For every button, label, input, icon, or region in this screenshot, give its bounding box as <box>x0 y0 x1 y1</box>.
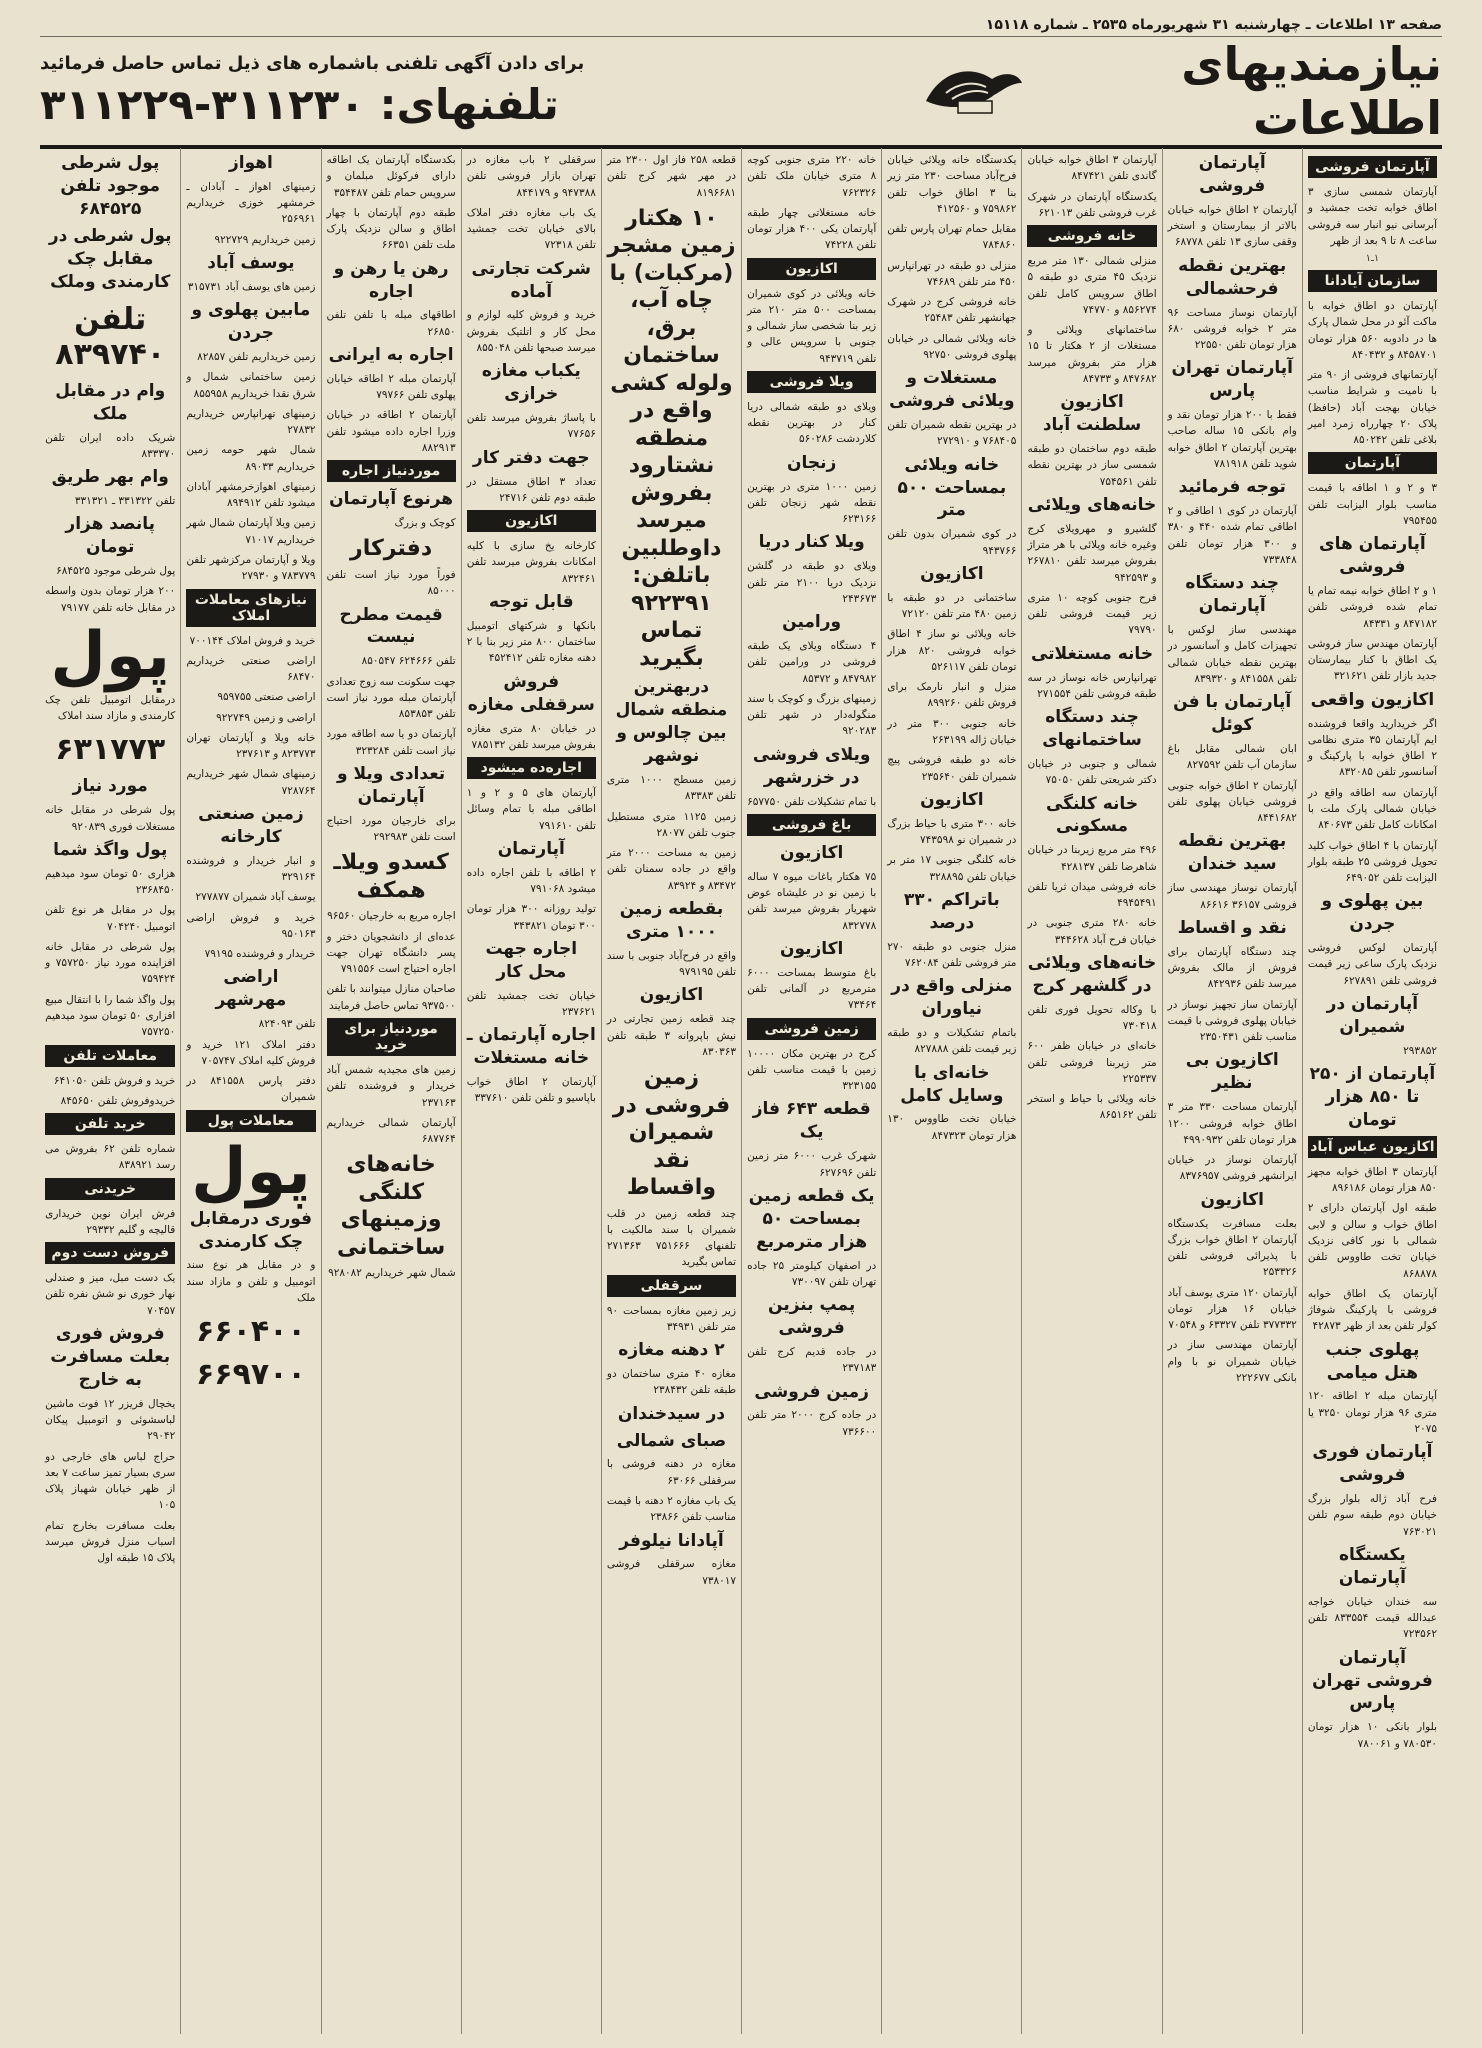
classified-ad: شهرک غرب ۶۰۰۰ متر زمین تلفن ۶۲۷۶۹۶ <box>747 1150 877 1179</box>
ad-headline: آپارتمان تهران پارس <box>1171 358 1293 402</box>
ad-headline: یک قطعه زمین بمساحت ۵۰ هزار مترمربع <box>748 1185 875 1252</box>
classified-ad: منزلی دو طبقه در تهرانپارس ۴۵۰ متر تلفن ۷۴۶۸۹ <box>887 259 1017 288</box>
classified-ad: زیر زمین مغازه بمساحت ۹۰ متر تلفن ۳۴۹۳۱ <box>606 1304 737 1333</box>
classified-ad: تلفن ۳۳۱۳۲۲ ـ ۳۳۱۳۲۱ <box>74 494 176 507</box>
ad-headline: آپارتمان از ۲۵۰ تا ۸۵۰ هزار تومان <box>1309 1064 1436 1130</box>
classified-ad: شمال شهر خریداریم ۹۲۸۰۸۲ <box>328 1267 456 1280</box>
classified-ad: باتمام تشکیلات و دو طبقه زیر قیمت تلفن ۸۲۷۸۸۸ <box>887 1027 1017 1056</box>
ad-headline: یکستگاه آپارتمان <box>1338 1544 1406 1588</box>
classified-ad: بکدستگاه آپارتمان یک اطاقه دارای فرکوئل مبلمان و سرویس حمام تلفن ۳۵۴۴۸۷ <box>326 154 456 199</box>
section-heading: خریدنی <box>45 1178 175 1200</box>
classified-ad: تلفن ۶۲۴۶۶۶ ۸۵۰۵۴۷ <box>361 655 456 668</box>
classified-ad: خانه‌ای در خیابان ظفر ۶۰۰ متر زیربنا فروشی تلفن ۲۲۵۳۳۷ <box>1027 1040 1157 1085</box>
classified-ad: ۱ و ۲ اطاق خوابه نیمه تمام یا تمام شده فروشی تلفن ۸۴۷۱۸۲ و ۸۴۳۳۱ <box>1307 585 1437 630</box>
classified-ad: ۴ دستگاه ویلای یک طبقه فروشی در ورامین تلفن ۸۴۷۹۸۲ و ۸۵۳۷۲ <box>747 640 877 685</box>
bird-logo-icon <box>922 61 1026 121</box>
classified-ad: ویلای دو طبقه شمالی دریا کنار در بهترین نقطه کلاردشت ۵۶۰۲۸۶ <box>747 400 877 446</box>
ad-headline: اکازیون <box>639 985 704 1006</box>
ad-headline: خانه‌های ویلائی در گلشهر کرج <box>1027 953 1157 996</box>
ad-separator: ۱ـ۱ <box>1365 253 1380 265</box>
ad-headline: اجاره آپارتمان ـ خانه مستغلات <box>466 1025 596 1069</box>
classified-ad: زمینهای اهواز ـ آبادان ـ خرمشهر خوزی خریداریم ۲۵۶۹۶۱ <box>186 180 316 226</box>
classified-ad: ساختمانی در دو طبقه با زمین ۴۸۰ متر تلفن ۷۲۱۲۰ <box>887 591 1017 621</box>
classified-ad: مقابل حمام تهران پارس تلفن ۷۸۴۸۶۰ <box>887 223 1017 252</box>
ad-headline: اراضی مهرشهر <box>215 967 287 1011</box>
ad-headline: نقد و اقساط <box>1177 917 1287 938</box>
ad-headline: قطعه ۶۴۳ فاز یک <box>752 1099 871 1143</box>
ad-headline: اکازیون <box>920 563 984 584</box>
ad-headline: پمپ بنزین فروشی <box>768 1295 856 1339</box>
classified-ad: زمین ۱۰۰۰ متری در بهترین نقطه شهر زنجان تلفن ۶۲۳۱۶۶ <box>747 480 877 526</box>
classified-ad: آپارتمان ۲ اطاقه در خیابان وزرا اجاره داده میشود تلفن ۸۸۲۹۱۳ <box>326 409 456 454</box>
ad-headline: وام در مقابل ملک <box>55 380 166 424</box>
contact-block <box>40 53 922 129</box>
ad-column <box>461 148 601 2034</box>
classified-ad: آپارتمان ۲ اطاق خوابه جنوبی فروشی خیابان پهلوی تلفن ۸۴۴۱۶۸۲ <box>1167 779 1297 825</box>
classified-ad: تلفن ۸۲۴۰۹۳ <box>258 1018 316 1031</box>
ad-headline: جهت دفتر کار <box>472 447 590 468</box>
classified-ad: خانه مستغلاتی چهار طبقه آپارتمان یکی ۴۰۰ هزار تومان تلفن ۷۴۲۲۸ <box>747 206 877 252</box>
ad-column <box>1302 148 1442 2034</box>
ad-headline: بهترین نقطه سید خندان <box>1178 831 1287 875</box>
section-heading: اجاره‌ده میشود <box>467 757 596 779</box>
classified-ad: با تمام تشکیلات تلفن ۶۵۷۷۵۰ <box>747 795 877 808</box>
ad-headline: زمین صنعتی کارخانه <box>198 803 304 847</box>
classified-ad: ۴۹۶ متر مربع زیربنا در خیابان شاهرضا تلفن ۴۲۸۱۳۷ <box>1027 844 1157 873</box>
ad-headline: خانه کلنگی مسکونی <box>1045 793 1139 837</box>
section-heading: اکازیون <box>467 510 596 532</box>
masthead <box>40 37 1442 149</box>
classified-ad: آپارتمان شمالی خریداریم ۶۸۷۷۶۴ <box>326 1116 456 1146</box>
classified-ad: زمین به مساحت ۲۰۰۰ متر واقع در جاده سمنان تلفن ۸۳۴۷۲ و ۸۳۹۲۴ <box>606 847 737 892</box>
classified-ad: بلوار بانکی ۱۰ هزار تومان ۷۸۰۵۳۰ و ۷۸۰۰۶۱ <box>1307 1721 1437 1750</box>
section-heading: ویلا فروشی <box>747 371 876 393</box>
ad-headline: باتراکم ۳۳۰ درصد <box>903 889 1000 933</box>
ad-headline: اکازیون <box>779 938 844 959</box>
ad-headline: فروش سرقفلی مغازه <box>467 671 595 715</box>
ad-headline: مستغلات و ویلائی فروشی <box>889 368 1015 412</box>
classified-ad: آپارتمان مهندس ساز فروشی یک اطاق با کنار بیمارستان جدید بازار تلفن ۳۲۱۶۲۱ <box>1307 637 1437 683</box>
classified-ad: واقع در فرح‌آباد جنوبی با سند تلفن ۹۷۹۱۹۵ <box>606 949 737 979</box>
ad-headline: صبای شمالی <box>616 1430 727 1451</box>
ad-headline: خانه ویلائی بمساحت ۵۰۰ متر <box>897 454 1007 521</box>
ad-column <box>321 148 461 2034</box>
ad-headline: چند دستگاه ساختمانهای <box>1042 707 1142 751</box>
classified-ad: گلشیرو و مهرویلای کرج وغیره خانه ویلائی با هر متراژ بفروش میرسد تلفن ۲۶۷۸۱۰ و ۹۴۲۵۹۳ <box>1027 522 1157 584</box>
classified-ad: آپارتمان مبله ۲ اطاقه ۱۲۰ متری ۹۶ هزار تومان ۳۲۵۰ یا ۲۰۷۵ <box>1307 1390 1437 1435</box>
classified-ad: خریدار و فروشنده ۷۹۱۹۵ <box>204 948 316 961</box>
classified-ad: آپارتمان دو اطاق خوابه با ماکت آئو در محل شمال پارک ها در دادوبه ۵۶۰ هزار تومان ۸۴۵۸۷۰۱ و ۸۴۰۴۳۲ <box>1307 300 1438 361</box>
classified-ad: چند قطعه زمین در قلب شمیران با سند مالکیت با تلفنهای ۷۵۱۶۶۶ ۲۷۱۳۶۳ تماس بگیرید <box>606 1207 737 1269</box>
classified-ad: طبقه دوم ساختمان دو طبقه شمسی ساز در بهترین نقطه تلفن ۷۵۴۵۶۱ <box>1027 443 1157 488</box>
classified-ad: زمینهای تهرانپارس خریداریم ۲۷۸۳۲ <box>186 407 316 437</box>
ad-headline: اکازیون واقعی <box>1310 689 1435 710</box>
ad-headline: ورامین <box>782 612 842 633</box>
classified-ad: زمین ساختمانی شمال و شرق نقدا خریداریم ۸۵۵۹۵۸ <box>186 371 316 400</box>
classified-ad: آپارتمان نوساز مساحت ۹۶ متر ۲ خوابه فروشی ۶۸۰ هزار تومان تلفن ۲۲۵۵۰ <box>1167 306 1297 352</box>
ad-column <box>1021 148 1161 2034</box>
classified-ad: آپارتمان سه اطاقه واقع در خیابان شمالی پارک ملت با امکانات کامل تلفن ۸۴۰۶۷۳ <box>1307 786 1437 832</box>
ad-headline: قابل توجه <box>488 591 574 612</box>
ad-headline: هرنوع آپارتمان <box>329 489 454 510</box>
classified-ad: شمالی و جنوبی در خیابان دکتر شریعتی تلفن ۷۵۰۵۰ <box>1027 758 1157 787</box>
classified-ad: سرقفلی ۲ باب مغازه در تهران بازار فروشی تلفن ۹۴۷۳۸۸ و ۸۴۴۱۷۹ <box>466 154 596 199</box>
classified-ad: زمینهای بزرگ و کوچک با سند منگوله‌دار در شهر تلفن ۹۲۰۲۸۳ <box>747 692 877 738</box>
classified-ad: تعداد ۳ اطاق مستقل در طبقه دوم تلفن ۲۴۷۱۶ <box>466 475 596 504</box>
ad-headline: توجه فرمائید <box>1178 477 1286 498</box>
classified-ad: زمینهای اهوازخرمشهر آبادان میشود تلفن ۸۹۴۹۱۲ <box>186 480 316 510</box>
classified-ad: قطعه ۲۵۸ فاز اول ۲۳۰۰ متر در مهر شهر کرج تلفن ۸۱۹۶۶۸۱ <box>606 154 737 199</box>
ad-headline: خانه‌ای با وسایل کامل <box>900 1062 1004 1106</box>
classified-ad: خانه فروشی میدان ثریا تلفن ۴۹۴۵۴۹۱ <box>1027 880 1157 910</box>
classified-ad: ویلا و آپارتمان مرکزشهر تلفن ۷۸۳۷۷۹ و ۲۷۹۳۰ <box>186 554 316 583</box>
ad-headline: اکازیون <box>1200 1189 1264 1210</box>
classified-ad: فرح جنوبی کوچه ۱۰ متری زیر قیمت فروشی تلفن ۷۹۷۹۰ <box>1027 591 1157 637</box>
section-heading: معاملات پول <box>186 1110 315 1132</box>
classified-ad: آپارتمان مساحت ۳۳۰ متر ۳ اطاق خوابه فروشی ۱۲۰۰ هزار تومان تلفن ۴۹۹۰۹۳۲ <box>1167 1101 1297 1146</box>
classified-ad: ۲ اطاقه با تلفن اجاره داده میشود ۷۹۱۰۶۸ <box>466 866 596 896</box>
ad-headline: خانه مستغلاتی <box>1030 643 1154 664</box>
classified-ad: شمال شهر حومه زمین خریداریم ۸۹۰۳۳ <box>186 444 316 473</box>
classified-ad: یک باب مغازه دفتر املاک بالای خیابان تخت جمشید تلفن ۷۲۳۱۸ <box>466 206 596 252</box>
ad-column <box>741 148 881 2034</box>
classified-ad: زمین های یوسف آباد ۳۱۵۷۳۱ <box>187 280 316 293</box>
classified-ad: باغ متوسط بمساحت ۶۰۰۰ مترمربع در آلمانی تلفن ۷۳۴۶۴ <box>747 966 877 1012</box>
classified-ad: فوراً مورد نیاز است تلفن ۸۵۰۰۰ <box>326 568 456 598</box>
ad-headline: مورد نیاز <box>72 776 148 797</box>
classified-ad: پول شرطی در مقابل خانه مستغلات فوری ۹۲۰۸۳۹ <box>45 804 176 833</box>
classified-ad: ۳ و ۲ و ۱ اطاقه با قیمت مناسب بلوار الیزابت تلفن ۷۹۵۴۵۵ <box>1307 482 1438 527</box>
classified-ad: آپارتمان ۳ اطاق خوابه خیابان گاندی تلفن ۸۴۷۴۲۱ <box>1027 154 1157 183</box>
classified-ad: خرید و فروش اراضی ۹۵۰۱۶۳ <box>186 911 316 940</box>
section-heading: اکازیون عباس آباد <box>1308 1136 1437 1158</box>
classified-ad: آپارتمانهای فروشی از ۹۰ متر با نامیت و شرایط مناسب خیابان بهجت آباد (حافظ) پلاک ۲۰ چهارراه زمرد امیر بلاغی تلفن ۸۵۰۲۴۲ <box>1307 369 1437 447</box>
ad-headline: فوری درمقابل چک کارمندی <box>189 1208 313 1252</box>
classified-ad: یکدستگاه خانه ویلائی خیابان فرح‌آباد مساحت ۲۳۰ متر زیر بنا ۳ اطاق خواب تلفن ۷۵۹۸۶۲ و ۴۱۲۵۶۰ <box>887 154 1017 215</box>
ad-headline: منزلی واقع در نیاوران <box>891 976 1013 1020</box>
ad-column <box>601 148 741 2034</box>
brand <box>922 37 1442 145</box>
classified-ad: در کوی شمیران بدون تلفن ۹۴۳۷۶۶ <box>887 528 1017 557</box>
classified-ad: آپارتمان یک اطاق خوابه فروشی با پارکینگ شوفاژ کولر تلفن بعد از ظهر ۴۲۸۷۳ <box>1307 1287 1437 1333</box>
classified-ad: طبقه اول آپارتمان دارای ۲ اطاق خواب و سالن و لابی شمالی با نور کافی نزدیک خیابان تخت طاووس تلفن ۸۶۸۸۷۸ <box>1307 1202 1437 1280</box>
classified-ad: زمین ۱۱۲۵ متری مستطیل جنوب تلفن ۲۸۰۷۷ <box>606 810 737 839</box>
classified-ad: کرج در بهترین مکان ۱۰۰۰۰ زمین با قیمت مناسب تلفن ۳۲۳۱۵۵ <box>747 1047 877 1093</box>
classified-ad: حراج لباس های خارجی دو سری بسیار تمیز ساعت ۷ بعد از ظهر خیابان شهباز پلاک ۱۰۵ <box>45 1450 176 1512</box>
classified-ad: چند دستگاه آپارتمان برای فروش از مالک بفروش میرسد تلفن ۸۴۲۹۳۶ <box>1167 945 1297 991</box>
classified-ad: پول واگذ شما را با انتقال مبیع افزاری ۵۰ تومان سود میدهیم ۷۵۷۲۵۰ <box>45 993 176 1039</box>
classified-ad: زمینهای شمال شهر خریداریم ۷۲۸۷۶۴ <box>186 768 316 797</box>
classified-ad: خرید و فروش کلیه لوازم و محل کار و اتلتیک بفروش میرسد صبحها تلفن ۸۵۵۰۴۸ <box>466 309 596 354</box>
classified-ad: پول شرطی در مقابل خانه افزاینده مورد نیاز ۷۵۷۲۵۰ و ۷۵۹۴۲۴ <box>45 940 176 986</box>
ad-headline: شرکت تجارتی آماده <box>471 258 592 302</box>
ad-column <box>180 148 320 2034</box>
classified-ad: زمین ویلا آپارتمان شمال شهر خریداریم ۷۱۰۱۷ <box>186 517 316 546</box>
section-heading: اکازیون <box>747 258 876 280</box>
ad-headline-large: زمین فروشی در شمیران نقد واقساط <box>612 1065 731 1201</box>
classified-ad: یکدستگاه آپارتمان در شهرک غرب فروشی تلفن ۶۲۱۰۱۳ <box>1027 190 1157 219</box>
classified-ad: زمین مسطح ۱۰۰۰ متری تلفن ۸۳۳۸۳ <box>606 774 737 803</box>
classified-ad: تولید روزانه ۳۰۰ هزار تومان ۳۰۰ تومان ۳۴۳۸۲۱ <box>466 903 596 932</box>
classified-ad: در جاده کرج ۲۰۰۰ متر تلفن ۷۳۶۶۰۰ <box>747 1409 877 1438</box>
brand-title: نیازمندیهای اطلاعات <box>1181 37 1442 145</box>
classified-ad: خانه جنوبی ۳۰۰ متر در خیابان ژاله ۲۶۳۱۹۹ <box>887 717 1017 746</box>
classified-ad: ابان شمالی مقابل باغ سازمان آب تلفن ۸۲۷۵۹۲ <box>1167 743 1297 772</box>
classified-ad: آپارتمان در کوی ۱ اطاقی و ۲ اطاقی تمام شده ۴۴۰ و ۳۸۰ و ۳۰۰ هزار تومان تلفن ۷۳۳۸۴۸ <box>1167 505 1297 567</box>
classified-ad: و در مقابل هر نوع سند اتومبیل و تلفن و مازاد سند ملک <box>186 1259 316 1304</box>
section-heading: آپارتمان فروشی <box>1308 156 1437 178</box>
ad-headline: اهواز <box>228 153 273 173</box>
classified-ad: خانه ویلائی در کوی شمیران بمساحت ۵۰۰ متر ۲۱۰ متر زیر بنا شخصی ساز شمالی و جنوبی با سرویس عالی و تلفن ۹۴۳۷۱۹ <box>747 287 877 365</box>
newspaper-page <box>40 14 1442 2034</box>
ad-headline: آپارتمان با فن کوئل <box>1173 692 1292 736</box>
classified-ad: با پاساژ بفروش میرسد تلفن ۷۷۶۵۶ <box>466 412 596 441</box>
ad-headline: آپارتمان فروشی <box>1198 153 1266 196</box>
classified-ad: منزلی شمالی ۱۳۰ متر مربع نزدیک ۴۵ متری دو طبقه ۵ اطاق سرویس کامل تلفن ۸۵۶۲۷۴ و ۷۴۷۷۰ <box>1027 255 1157 316</box>
ad-headline: زمین فروشی <box>754 1381 869 1402</box>
classified-ad: اراضی صنعتی ۹۵۹۷۵۵ <box>217 691 316 704</box>
ad-phone-number: تلفن ۸۳۹۷۴۰ <box>55 301 166 372</box>
classified-ad: زمین خریداریم ۹۲۲۷۲۹ <box>214 233 316 246</box>
contact-note: برای دادن آگهی تلفنی باشماره های ذیل تماس حاصل فرمائید <box>40 53 585 74</box>
classified-ad: خانه فروشی کرج در شهرک جهانشهر تلفن ۲۵۴۸۳ <box>887 296 1017 325</box>
section-heading: موردنیاز اجاره <box>327 460 456 482</box>
section-heading: باغ فروشی <box>747 814 876 836</box>
ad-headline: ویلا کنار دریا <box>758 532 865 553</box>
classified-ad: آپارتمان مبله ۲ اطاقه خیابان پهلوی تلفن ۷۹۷۶۶ <box>326 372 456 402</box>
classified-ad: سه خندان خیابان خواجه عبدالله قیمت ۸۳۳۵۵۴ تلفن ۷۲۳۵۶۲ <box>1307 1595 1437 1641</box>
section-heading: زمین فروشی <box>747 1018 876 1040</box>
ad-headline: دربهترین منطقه شمال بین چالوس و نوشهر <box>615 677 728 767</box>
contact-phones: تلفنهای: ۳۱۱۲۳۰-۳۱۱۲۲۹ <box>40 80 559 129</box>
classified-ad: شماره تلفن ۶۲ بفروش می رسد ۸۳۸۹۲۱ <box>45 1143 176 1172</box>
classified-ad: خرید و فروش املاک ۷۰۰۱۴۴ <box>189 634 316 647</box>
ad-headline: وام بهر طریق <box>51 467 169 488</box>
classified-ad: آپارتمان نوساز در خیابان ایرانشهر فروشی ۸۳۷۶۹۵۷ <box>1167 1154 1297 1183</box>
ad-headline: یوسف آباد <box>207 253 295 273</box>
ad-headline: اکازیون <box>920 789 984 810</box>
classified-ad: ۷۵ هکتار باغات میوه ۷ ساله با زمین نو در علیشاه عوض شهریار بفروش میرسد تلفن ۸۳۲۷۷۸ <box>747 870 877 932</box>
ad-headline: آپارتمان فوری فروشی <box>1312 1442 1433 1486</box>
ad-headline: بهترین نقطه فرحشمالی <box>1178 255 1287 299</box>
ad-phone-number: ۶۶۹۷۰۰ <box>195 1357 306 1393</box>
classified-ad: در بهترین نقطه شمیران تلفن ۷۶۸۴۰۵ و ۲۷۲۹۱۰ <box>887 419 1017 448</box>
classified-ad: هزاری ۵۰ تومان سود میدهیم ۲۳۶۸۴۵۰ <box>45 867 176 897</box>
ad-column <box>1162 148 1302 2034</box>
classified-ad: اراضی و زمین ۹۲۲۷۴۹ <box>216 711 316 724</box>
classified-ad: جهت سکونت سه زوج تعدادی آپارتمان مبله مورد نیاز است تلفن ۸۵۳۸۵۳ <box>326 675 456 721</box>
classified-ad: خیابان تخت طاووس ۱۳۰ هزار تومان ۸۴۷۳۲۳ <box>887 1113 1017 1142</box>
classified-ad: فرش ایران نوین خریداری قالیچه و گلیم ۲۹۳۳۲ <box>45 1207 176 1236</box>
ad-headline: تعدادی ویلا و آپارتمان <box>336 763 446 807</box>
classified-ad: یخچال فریزر ۱۲ فوت ماشین لباسشوئی و اتومبیل پیکان ۲۹۰۴۲ <box>45 1397 176 1443</box>
classified-ad: آپارتمان دو یا سه اطاقه مورد نیاز است تلفن ۳۲۳۲۸۴ <box>326 728 456 757</box>
ad-display-word: پول <box>50 618 171 693</box>
classified-ad: در اصفهان کیلومتر ۲۵ جاده تهران تلفن ۷۳۰۰۹۷ <box>747 1259 877 1288</box>
section-heading: سرقفلی <box>607 1275 736 1297</box>
ad-headline: پانصد هزار تومان <box>65 514 156 558</box>
page-info-bar <box>40 14 1442 37</box>
ad-headline: زنجان <box>786 452 837 473</box>
ad-headline: بقطعه زمین ۱۰۰۰ متری <box>619 898 724 942</box>
ad-headline: خانه‌های ویلائی <box>1027 494 1157 515</box>
classified-ad: آپارتمان ۲ اطاق خوابه خیابان بالاتر از بیمارستان و استخر وقفی سازی ۱۳ تلفن ۶۸۷۷۸ <box>1167 203 1297 249</box>
classified-ad: آپارتمان ۲ اطاق خواب باپاسیو و تلفن تلفن ۳۳۷۶۱۰ <box>466 1076 596 1105</box>
ad-headline: آپارتمان در شمیران <box>1326 993 1419 1037</box>
ad-headline: اکازیون <box>779 842 844 863</box>
ad-display-word: پول <box>191 1134 311 1209</box>
ad-headline: ویلای فروشی در خزرشهر <box>752 744 871 788</box>
ad-headline: قیمت مطرح نیست <box>339 604 443 648</box>
classified-ad: با وکاله تحویل فوری تلفن ۷۳۰۴۱۸ <box>1027 1003 1157 1033</box>
ad-headline: اجاره به ایرانی <box>328 345 454 365</box>
ad-headline: اکازیون سلطنت آباد <box>1042 392 1142 436</box>
classified-ad: اطاقهای مبله با تلفن تلفن ۲۶۸۵۰ <box>326 309 456 338</box>
section-heading: آپارتمان <box>1308 452 1437 474</box>
classified-ad: پول شرطی موجود ۶۸۴۵۲۵ <box>56 565 176 578</box>
classified-ad: آپارتمان لوکس فروشی نزدیک پارک ساعی زیر قیمت فروشی تلفن ۶۲۷۸۹۱ <box>1307 942 1437 987</box>
classified-ad: آپارتمان ۱۲۰ متری یوسف آباد خیابان ۱۶ هزار تومان ۳۷۷۳۳۲ تلفن ۶۳۳۲۷ و ۷۰۵۴۸ <box>1167 1286 1297 1332</box>
ad-headline: فروش فوری بعلت مسافرت به خارج <box>50 1323 171 1390</box>
classified-ad: تهرانپارس خانه نوساز در سه طبقه فروشی تلفن ۲۷۱۵۵۴ <box>1027 671 1157 700</box>
classified-ad: یک دست مبل، میز و صندلی نهار خوری نو شش نفره تلفن ۷۰۴۵۷ <box>45 1272 176 1317</box>
classified-ad: کارخانه یخ سازی با کلیه امکانات بفروش میرسد تلفن ۸۳۲۴۶۱ <box>466 540 596 585</box>
classified-ad: بعلت مسافرت بخارج تمام اسباب منزل فروش میرسد پلاک ۱۵ طبقه اول <box>45 1519 176 1565</box>
classified-ad: فرح آباد ژاله بلوار بزرگ خیابان دوم طبقه سوم تلفن ۷۶۳۰۲۱ <box>1307 1493 1437 1538</box>
classified-ad: آپارتمان های ۵ و ۲ و ۱ اطاقی مبله با تمام وسائل تلفن ۷۹۱۶۱۰ <box>466 787 596 832</box>
ad-headline: پول شرطی در مقابل چک کارمندی وملک <box>48 225 172 292</box>
classified-ad: اگر خریدارید واقعا فروشنده ایم آپارتمان ۳۵ متری نظامی ۲ اطاق خوابه با پارکینگ و آسانسور تلفن ۸۳۲۰۸۵ <box>1307 717 1438 779</box>
classified-ad: آپارتمان ۳ اطاق خوابه مجهز ۸۵۰ هزار تومان ۸۹۶۱۸۶ <box>1307 1165 1437 1195</box>
ad-headline: اجاره جهت محل کار <box>485 938 578 982</box>
classified-ad: خانه ۳۰۰ متری با حیاط بزرگ در شمیران نو ۷۴۳۵۹۸ <box>887 817 1017 846</box>
classified-ad: فقط با ۲۰۰ هزار تومان نقد و وام بانکی ۱۵ ساله صاحب بهترین آپارتمان ۲ اطاق خوابه شوید تلفن ۷۸۱۹۱۸ <box>1167 409 1297 471</box>
classified-ad: درمقابل اتومبیل تلفن چک کارمندی و مازاد سند املاک <box>45 693 176 723</box>
ad-headline: اکازیون بی نظیر <box>1185 1050 1279 1094</box>
classified-ad: اراضی صنعتی خریداریم ۶۸۴۷۰ <box>186 654 316 684</box>
ad-column <box>40 148 180 2034</box>
classified-ad: ویلای دو طبقه در گلشن نزدیک دریا ۲۱۰۰ متر تلفن ۲۴۳۶۷۳ <box>747 560 877 605</box>
section-heading: موردنیاز برای خرید <box>327 1018 456 1056</box>
ad-headline: پول واگذ شما <box>53 839 168 860</box>
ad-headline: آپارتمان <box>497 838 565 859</box>
classified-ad: اجاره مربع به خارجیان ۹۶۵۶۰ <box>327 910 456 923</box>
classified-ad: زمین خریداریم تلفن ۸۲۸۵۷ <box>197 351 316 364</box>
ad-headline: رهن یا رهن و اجاره <box>333 258 449 302</box>
ad-headline: پهلوی جنب هتل میامی <box>1325 1339 1420 1383</box>
classified-ad: مغازه در دهنه فروشی با سرقفلی ۶۳۰۶۶ <box>606 1458 737 1487</box>
ad-column <box>881 148 1021 2034</box>
classified-ad: کوچک و بزرگ <box>394 517 456 530</box>
classified-ad: بعلت مسافرت یکدستگاه آپارتمان ۲ اطاق خواب بزرگ با پذیرائی فروشی تلفن ۲۵۳۳۲۶ <box>1167 1217 1297 1279</box>
classified-ad: ۲۹۳۸۵۲ <box>1403 1044 1437 1057</box>
classified-ad: برای خارجیان مورد احتیاج است تلفن ۲۹۲۹۸۳ <box>326 814 456 844</box>
classified-ad: خانه ۲۲۰ متری جنوبی کوچه ۸ متری خیابان ملک تلفن ۷۶۲۳۲۶ <box>747 154 877 199</box>
ad-phone-number: ۶۳۱۷۷۳ <box>55 732 166 768</box>
classified-ad: آپارتمان با ۴ اطاق خواب کلید تحویل فروشی ۲۵ طبقه بلوار الیزابت تلفن ۶۴۹۰۵۲ <box>1307 839 1437 885</box>
classified-ad: ساختمانهای ویلائی و مستغلات از ۲ هکتار تا ۱۵ هزار متر بفروش میرسد ۸۴۷۶۸۲ و ۸۴۷۳۳ <box>1027 324 1157 385</box>
section-heading: سازمان آیادانا <box>1308 270 1437 292</box>
section-heading: خانه فروشی <box>1027 225 1156 247</box>
classified-columns <box>40 148 1442 2034</box>
classified-ad: در جاده قدیم کرج تلفن ۲۳۷۱۸۳ <box>747 1346 877 1375</box>
ad-headline: بین پهلوی و جردن <box>1321 891 1424 935</box>
section-heading: فروش دست دوم <box>45 1242 175 1264</box>
classified-ad: شریک داده ایران تلفن ۸۳۳۳۷۰ <box>45 431 176 460</box>
classified-ad: مغازه ۴۰ متری ساختمان دو طبقه تلفن ۲۳۸۴۳۲ <box>606 1368 737 1397</box>
classified-ad: خرید و فروش تلفن ۶۴۱۰۵۰ <box>53 1074 176 1087</box>
classified-ad: یک باب مغازه ۲ دهنه با قیمت مناسب تلفن ۲۳۸۶۶ <box>606 1495 737 1524</box>
classified-ad: زمین های مجیدیه شمس آباد خریدار و فروشنده تلفن ۲۳۷۱۶۳ <box>326 1063 456 1109</box>
ad-headline-large: دفترکار <box>350 536 433 562</box>
classified-ad: خریدوفروش تلفن ۸۴۵۶۵۰ <box>60 1094 176 1107</box>
section-heading: خرید تلفن <box>45 1113 175 1135</box>
ad-headline: ۲ دهنه مغازه <box>618 1340 725 1361</box>
ad-headline-large: ۱۰ هکتار زمین مشجر (مرکبات) با چاه آب، برق، ساختمان ولوله کشی واقع در منطقه نشتارود بفروش میرسد داوطلبین باتلفن: ۹۲۲۳۹۱ تماس بگیرید <box>607 205 736 671</box>
classified-ad: آپارتمان ساز تجهیز نوساز در خیابان پهلوی فروشی با قیمت مناسب تلفن ۲۳۵۰۴۳۱ <box>1167 998 1297 1044</box>
classified-ad: آپارتمان شمسی سازی ۳ اطاق خوابه تخت جمشید و آبرسانی نیو انبار سه فروشی ساعت ۸ تا ۹ بعد از ظهر <box>1307 186 1437 247</box>
ad-headline-large: خانه‌های کلنگی وزمینهای ساختمانی <box>336 1152 446 1260</box>
classified-ad: ۲۰۰ هزار تومان بدون واسطه در مقابل خانه تلفن ۷۹۱۷۷ <box>45 585 176 614</box>
classified-ad: خانه ویلائی با حیاط و استخر تلفن ۸۶۵۱۶۲ <box>1027 1093 1157 1122</box>
classified-ad: خانه ویلائی شمالی در خیابان پهلوی فروشی ۹۲۷۵۰ <box>887 332 1017 361</box>
classified-ad: عده‌ای از دانشجویان دختر و پسر دانشگاه تهران جهت اجاره احتیاج است ۷۹۱۵۵۶ <box>326 930 456 976</box>
ettelaat-logo <box>922 60 1026 122</box>
section-heading: معاملات تلفن <box>45 1045 175 1067</box>
ad-headline: یکباب مغازه خرازی <box>481 361 581 405</box>
ad-headline: مابین پهلوی و جردن <box>191 300 311 344</box>
classified-ad: خانه ۲۸۰ متری جنوبی در خیابان فرح آباد ۳۴۴۶۲۸ <box>1027 917 1157 946</box>
ad-headline: چند دستگاه آپارتمان <box>1185 573 1280 617</box>
classified-ad: صاحبان منازل میتوانند با تلفن ۹۳۷۵۰۰ تماس حاصل فرمایند <box>326 983 456 1012</box>
ad-headline: آپارتمان فروشی تهران پارس <box>1312 1647 1433 1714</box>
ad-headline: پول شرطی موجود تلفن ۶۸۴۵۲۵ <box>60 153 161 219</box>
classified-ad: آپارتمان مهندسی ساز در خیابان شمیران نو با وام بانکی ۲۲۲۶۷۷ <box>1167 1339 1297 1384</box>
classified-ad: منزل و انبار نارمک برای فروش تلفن ۸۹۹۲۶۰ <box>887 681 1017 710</box>
ad-headline: آپادانا نیلوفر <box>619 1530 724 1551</box>
section-heading: نیازهای معاملات املاک <box>186 589 315 627</box>
classified-ad: پول در مقابل هر نوع تلفن اتومبیل ۷۰۴۲۴۰ <box>45 904 176 933</box>
classified-ad: آپارتمان نوساز مهندسی ساز فروشی ۳۶۱۵۷ ۸۶۶۱۶ <box>1167 882 1297 911</box>
classified-ad: در خیابان ۸۰ متری مغازه بفروش میرسد تلفن ۷۸۵۱۳۲ <box>466 722 596 751</box>
classified-ad: خانه دو طبقه فروشی پیچ شمیران تلفن ۲۳۵۶۴۰ <box>887 754 1017 783</box>
ad-phone-number: ۶۶۰۴۰۰ <box>195 1314 306 1350</box>
page-info: صفحه ۱۳ اطلاعات ـ چهارشنبه ۳۱ شهریورماه ۲۵۳۵ ـ شماره ۱۵۱۱۸ <box>985 17 1442 33</box>
classified-ad: مهندسی ساز لوکس با تجهیزات کامل و آسانسور در بهترین نقطه خیابان شمالی تلفن ۸۴۱۵۵۸ و ۸۳۹۳۲۰ <box>1167 624 1297 685</box>
ad-headline-large: کسدو ویلاـ همکف <box>333 850 449 903</box>
classified-ad: دفتر پارس ۸۴۱۵۵۸ در شمیران <box>186 1075 316 1104</box>
classified-ad: خانه ویلائی نو ساز ۴ اطاق خوابه فروشی ۸۲۰ هزار تومان تلفن ۵۲۶۱۱۷ <box>887 628 1017 673</box>
classified-ad: چند قطعه زمین تجارتی در نیش باپروانه ۳ طبقه تلفن ۸۳۰۳۶۳ <box>606 1013 737 1058</box>
classified-ad: منزل جنوبی دو طبقه ۲۷۰ متر فروشی تلفن ۷۶۲۰۸۴ <box>887 940 1017 969</box>
classified-ad: دفتر املاک ۱۲۱ خرید و فروش کلیه املاک ۷۰۵۷۴۷ <box>186 1038 316 1067</box>
ad-headline: آپارتمان های فروشی <box>1319 534 1426 578</box>
classified-ad: خیابان تخت جمشید تلفن ۲۳۷۶۲۱ <box>466 989 596 1019</box>
classified-ad: بانکها و شرکتهای اتومبیل ساختمان ۸۰۰ متر زیر بنا با ۲ دهنه مغازه تلفن ۴۵۲۴۱۲ <box>466 619 596 665</box>
ad-headline: در سیدخندان <box>617 1403 726 1424</box>
classified-ad: یوسف آباد شمیران ۲۷۷۸۷۷ <box>195 891 316 904</box>
classified-ad: خانه ویلا و آپارتمان تهران ۸۲۳۷۷۳ و ۲۳۷۶۱۳ <box>186 731 316 761</box>
classified-ad: خانه کلنگی جنوبی ۱۷ متر بر خیابان تلفن ۳۲۸۸۹۵ <box>887 854 1017 883</box>
classified-ad: و انبار خریدار و فروشنده ۳۲۹۱۶۴ <box>186 854 316 884</box>
classified-ad: مغازه سرقفلی فروشی ۷۳۸۰۱۷ <box>606 1558 737 1587</box>
classified-ad: طبقه دوم آپارتمان با چهار اطاق و سالن نزدیک پارک ملت تلفن ۶۶۳۵۱ <box>326 206 456 252</box>
